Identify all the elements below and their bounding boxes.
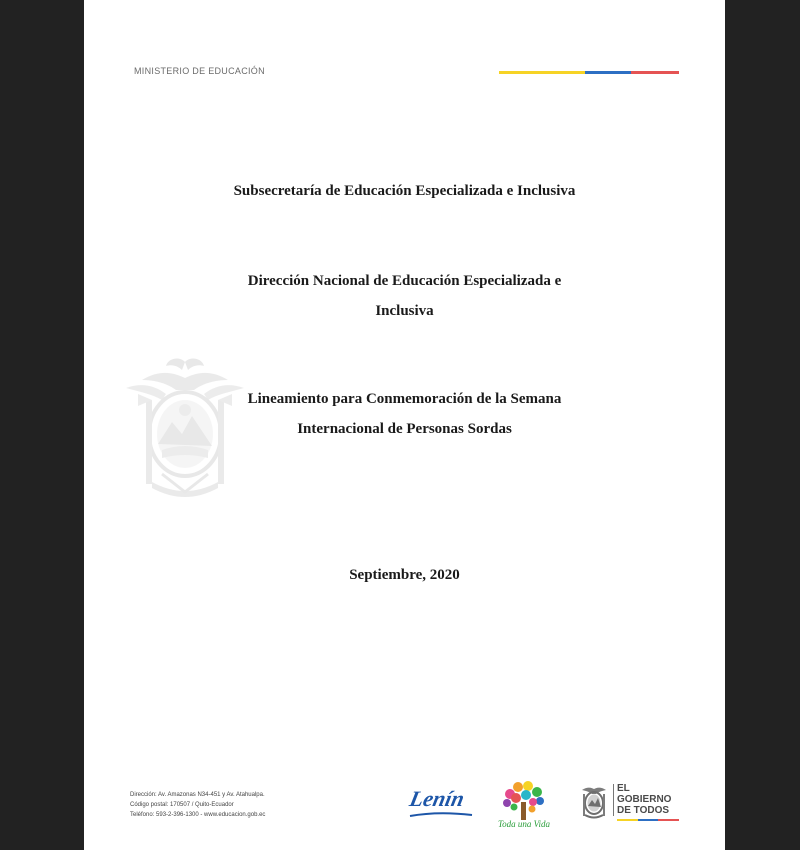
lenin-underline-icon xyxy=(408,812,474,818)
gobierno-logo-text: EL GOBIERNO DE TODOS xyxy=(617,783,672,816)
gobierno-divider xyxy=(613,784,614,816)
color-bar-blue xyxy=(585,71,631,74)
header-color-bar xyxy=(499,71,679,74)
postal-line: Código postal: 170507 / Quito-Ecuador xyxy=(130,802,234,808)
ministry-label: MINISTERIO DE EDUCACIÓN xyxy=(134,66,265,76)
color-bar-red xyxy=(631,71,679,74)
color-bar-yellow xyxy=(499,71,585,74)
gob-stripe-yellow xyxy=(617,819,638,821)
lineamiento-heading: Lineamiento para Conmemoración de la Semana Internacional de Personas Sordas xyxy=(247,391,562,437)
coat-of-arms-icon xyxy=(578,782,610,820)
gobierno-color-stripe xyxy=(617,819,679,821)
gob-stripe-red xyxy=(658,819,679,821)
lenin-logo: Lenín xyxy=(407,786,467,811)
phone-line: Teléfono: 593-2-396-1300 - www.educacion.gob.ec xyxy=(130,812,266,818)
gob-stripe-blue xyxy=(638,819,659,821)
document-page xyxy=(84,0,725,850)
footer-address xyxy=(130,790,265,820)
subsecretaria-heading: Subsecretaría de Educación Especializada e Inclusiva xyxy=(233,183,576,199)
date-heading: Septiembre, 2020 xyxy=(349,567,460,583)
direccion-heading: Dirección Nacional de Educación Especializada e Inclusiva xyxy=(247,273,562,319)
address-line: Dirección: Av. Amazonas N34-451 y Av. Atahualpa. xyxy=(130,792,265,798)
toda-una-vida-caption: Toda una Vida xyxy=(498,819,551,829)
